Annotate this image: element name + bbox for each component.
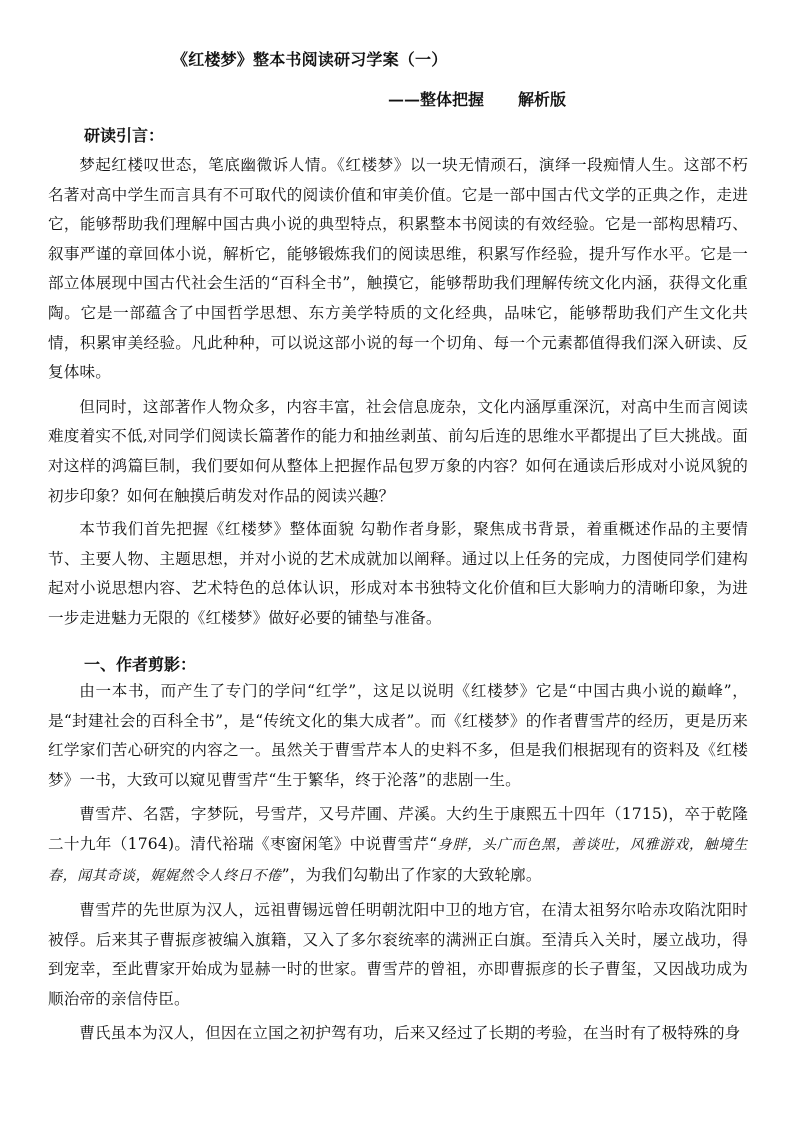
author-paragraph: 由一本书，而产生了专门的学问“红学”，这足以说明《红楼梦》它是“中国古典小说的巅峰”，是“封建社会的百科全书”，是“传统文化的集大成者”。而《红楼梦》的作者曹雪芹的经历，更是历来红学家们苦心研究的内容之一。虽然关于曹雪芹本人的史料不多，但是我们根据现有的资料及《红楼梦》一书，大致可以窥见曹雪芹“生于繁华，终于沦落”的悲剧一生。 xyxy=(48,682,748,789)
document-subtitle xyxy=(388,87,566,110)
author-paragraph-text: 曹雪芹、名霑，字梦阮，号雪芹，又号芹圃、芹溪。大约生于康熙五十四年（1715)，卒于乾隆二十九年（1764)。清代裕瑞《枣窗闲笔》中说曹雪芹“ xyxy=(48,805,748,853)
author-section-body xyxy=(48,677,748,1048)
author-paragraph-text: ”，为我们勾勒出了作家的大致轮廓。 xyxy=(281,865,542,884)
document-title: 《红楼梦》整本书阅读研习学案（一） xyxy=(172,50,448,69)
intro-paragraph: 但同时，这部著作人物众多，内容丰富，社会信息庞杂，文化内涵厚重深沉，对高中生而言阅读难度着实不低,对同学们阅读长篇著作的能力和抽丝剥茧、前勾后连的思维水平都提出了巨大挑战。面对这样的鸿篇巨制，我们要如何从整体上把握作品包罗万象的内容？如何在通读后形成对小说风貌的初步印象？如何在触摸后萌发对作品的阅读兴趣？ xyxy=(48,397,748,505)
author-paragraph: 曹氏虽本为汉人，但因在立国之初护驾有功，后来又经过了长期的考验，在当时有了极特殊的身 xyxy=(79,1023,741,1042)
intro-heading: 研读引言： xyxy=(84,126,165,145)
intro-body xyxy=(48,151,748,634)
author-section-heading: 一、作者剪影： xyxy=(84,655,197,674)
subtitle-topic: ——整体把握 xyxy=(388,90,485,109)
intro-paragraph: 本节我们首先把握《红楼梦》整体面貌 勾勒作者身影，聚焦成书背景，着重概述作品的主要情节、主要人物、主题思想，并对小说的艺术成就加以阐释。通过以上任务的完成，力图使同学们建构起对小说思想内容、艺术特色的总体认识，形成对本书独特文化价值和巨大影响力的清晰印象，为进一步走进魅力无限的《红楼梦》做好必要的铺垫与准备。 xyxy=(48,520,748,627)
quoted-description: 身胖，头广而色黑，善谈吐，风雅游戏，触境生春，闻其奇谈，娓娓然令人终日不倦 xyxy=(48,836,748,884)
subtitle-version: 解析版 xyxy=(518,90,567,109)
author-paragraph: 曹雪芹的先世原为汉人，远祖曹锡远曾任明朝沈阳中卫的地方官，在清太祖努尔哈赤攻陷沈阳时被俘。后来其子曹振彦被编入旗籍，又入了多尔衮统率的满洲正白旗。至清兵入关时，屡立战功，得到宠幸，至此曹家开始成为显赫一时的世家。曹雪芹的曾祖，亦即曹振彦的长子曹玺，又因战功成为顺治帝的亲信侍臣。 xyxy=(48,901,748,1008)
intro-paragraph: 梦起红楼叹世态，笔底幽微诉人情。《红楼梦》以一块无情顽石，演绎一段痴情人生。这部不朽名著对高中学生而言具有不可取代的阅读价值和审美价值。它是一部中国古代文学的正典之作，走进它，能够帮助我们理解中国古典小说的典型特点，积累整本书阅读的有效经验。它是一部构思精巧、叙事严谨的章回体小说，解析它，能够锻炼我们的阅读思维，积累写作经验，提升写作水平。它是一部立体展现中国古代社会生活的“百科全书”，触摸它，能够帮助我们理解传统文化内涵，获得文化重陶。它是一部蕴含了中国哲学思想、东方美学特质的文化经典，品味它，能够帮助我们产生文化共情，积累审美经验。凡此种种，可以说这部小说的每一个切角、每一个元素都值得我们深入研读、反复体味。 xyxy=(48,156,748,382)
author-paragraph xyxy=(48,800,748,891)
